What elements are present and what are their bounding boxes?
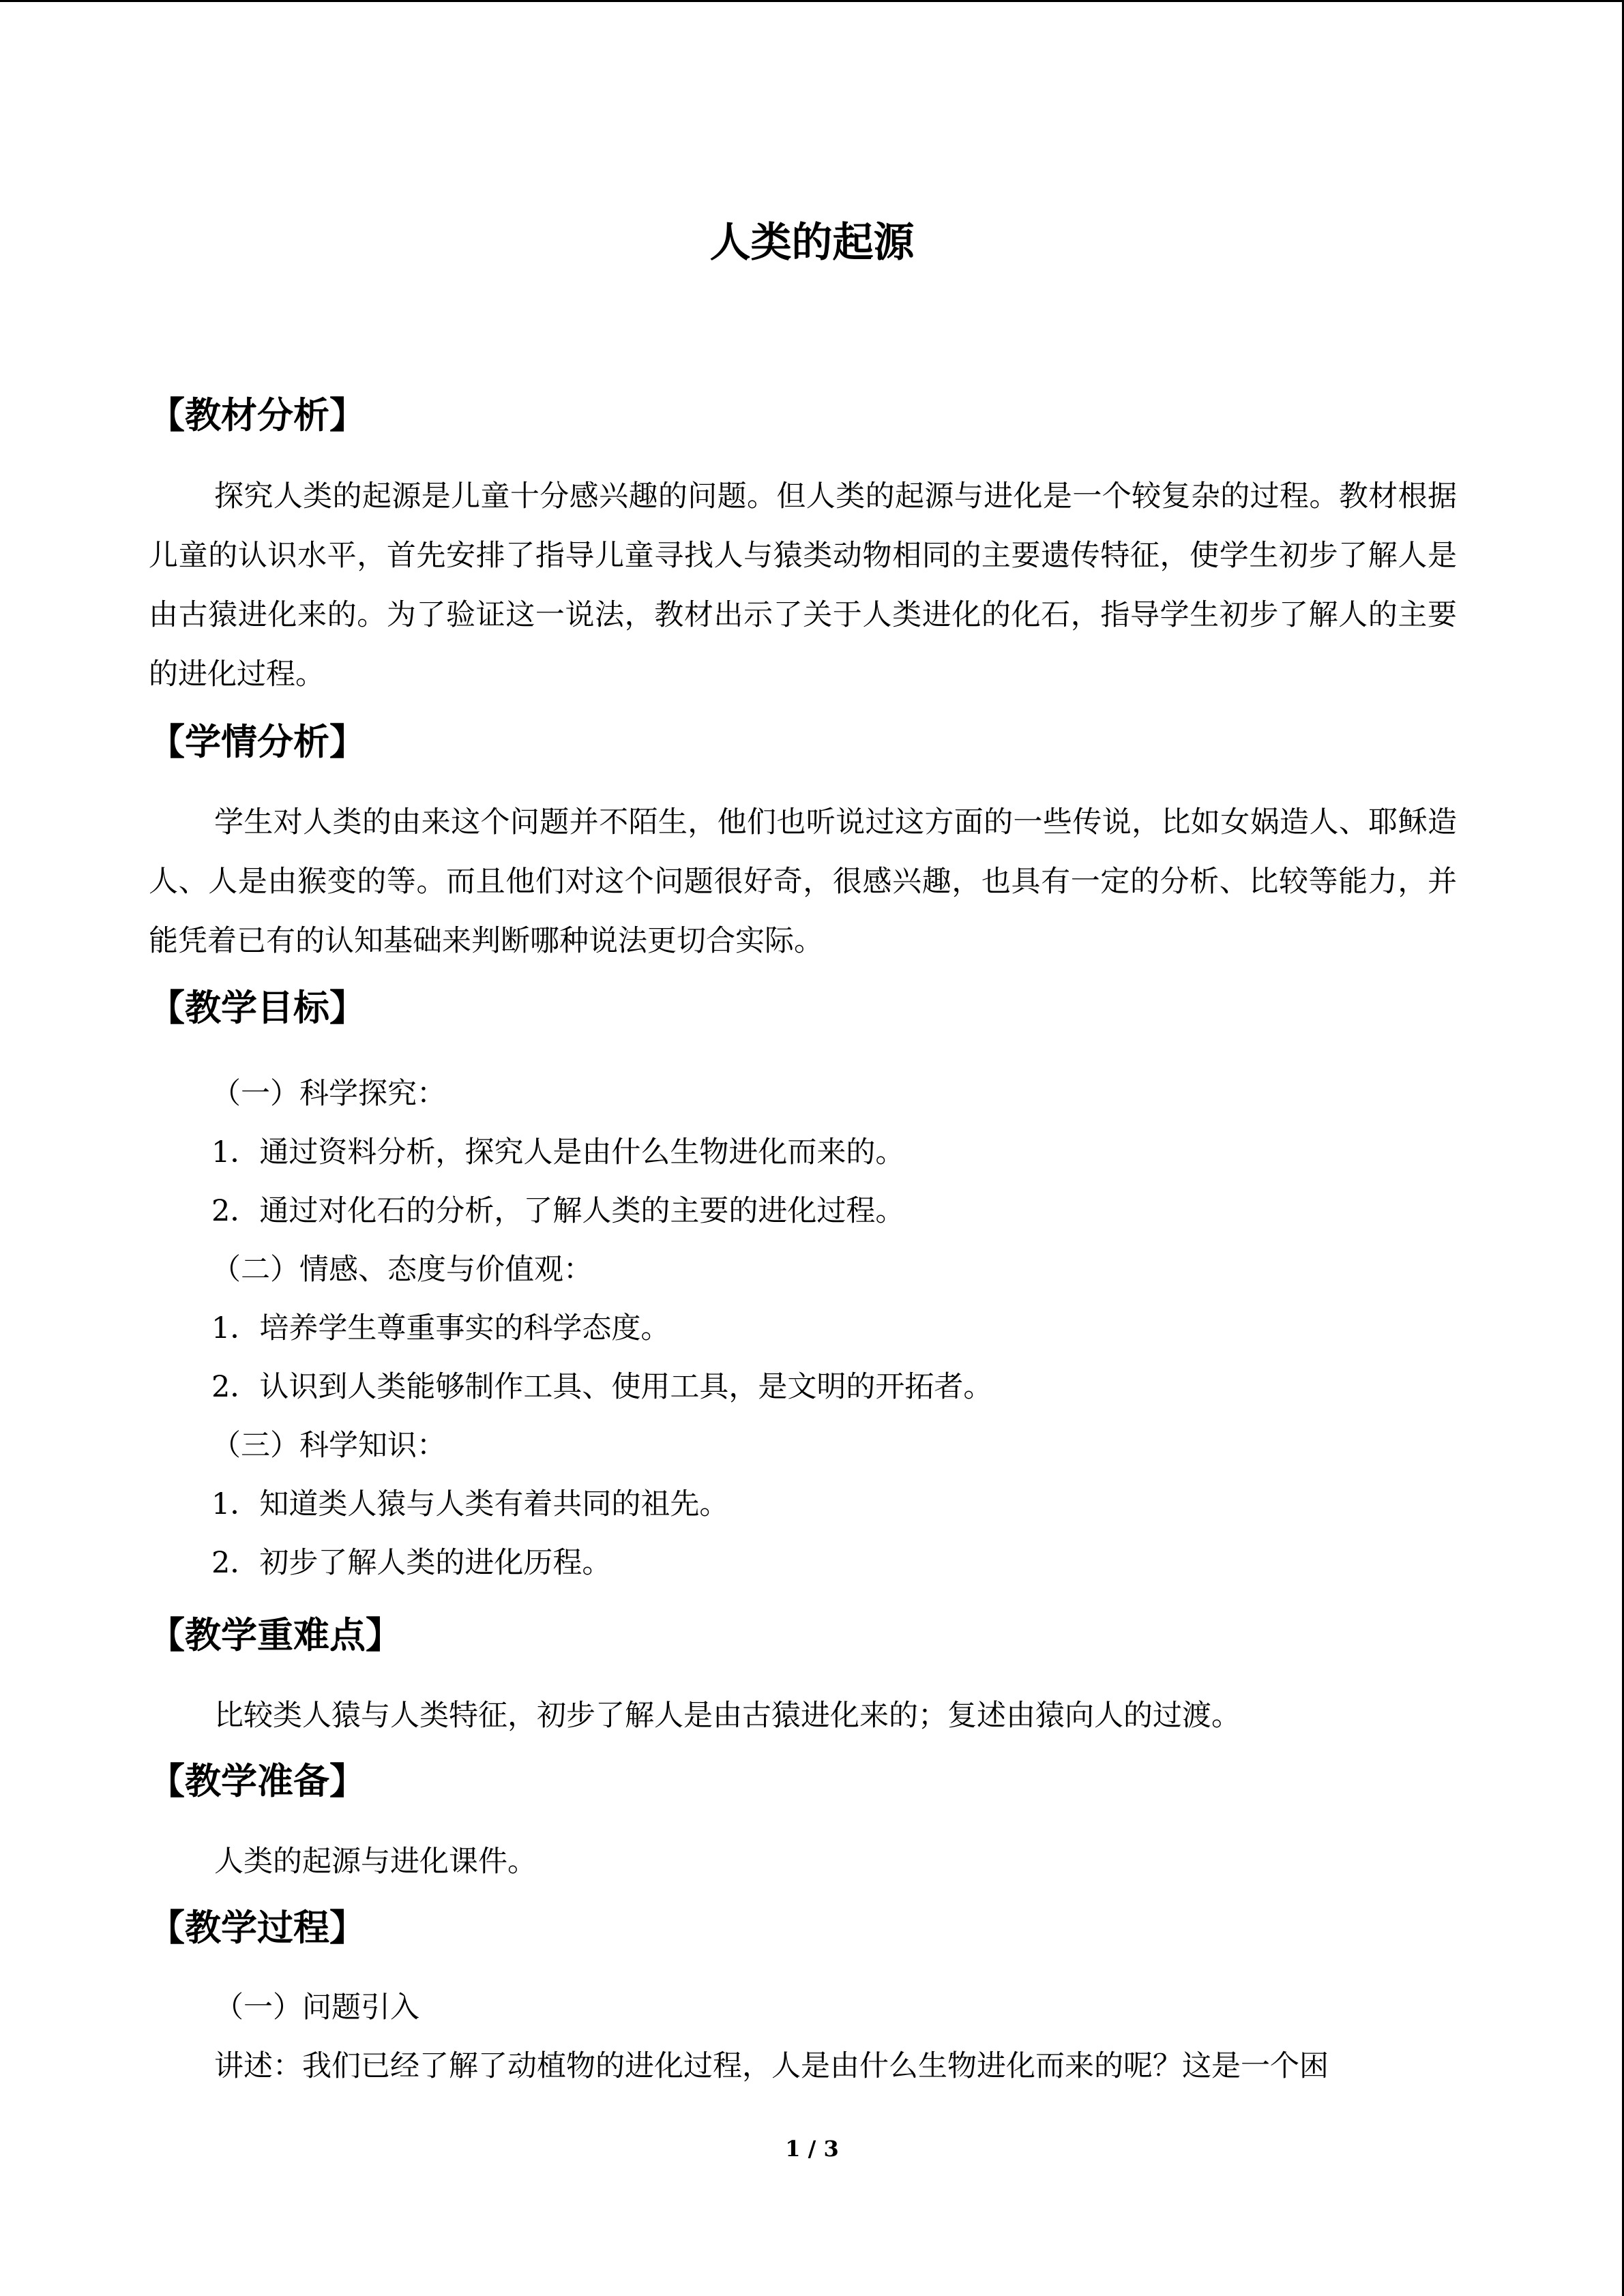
process-line: 讲述：我们已经了解了动植物的进化过程，人是由什么生物进化而来的呢？这是一个困 [214,2049,1329,2083]
heading-key-points: 【教学重难点】 [149,1615,402,1656]
heading-teaching-goals: 【教学目标】 [149,987,366,1029]
paragraph-key-points: 比较类人猿与人类特征，初步了解人是由古猿进化来的；复述由猿向人的过渡。 [214,1699,1241,1733]
goal-line: （二）情感、态度与价值观： [211,1253,593,1287]
page-number: 1 / 3 [785,2136,839,2162]
document-title: 人类的起源 [709,219,915,267]
goal-line: 2．初步了解人类的进化历程。 [211,1546,612,1580]
paragraph-student-analysis: 学生对人类的由来这个问题并不陌生，他们也听说过这方面的一些传说，比如女娲造人、耶稣造人、人是由猴变的等。而且他们对这个问题很好奇，很感兴趣，也具有一定的分析、比较等能力，并能凭着已有的认知基础来判断哪种说法更切合实际。 [149,805,1457,958]
goal-line: 2．通过对化石的分析，了解人类的主要的进化过程。 [211,1194,905,1228]
goal-line: 1．通过资料分析，探究人是由什么生物进化而来的。 [211,1135,905,1169]
goal-line: 1．知道类人猿与人类有着共同的祖先。 [211,1487,729,1521]
process-line: （一）问题引入 [214,1991,419,2025]
heading-preparation: 【教学准备】 [149,1761,366,1802]
paragraph-textbook-analysis: 探究人类的起源是儿童十分感兴趣的问题。但人类的起源与进化是一个较复杂的过程。教材根据儿童的认识水平，首先安排了指导儿童寻找人与猿类动物相同的主要遗传特征，使学生初步了解人是由古猿进化来的。为了验证这一说法，教材出示了关于人类进化的化石，指导学生初步了解人的主要的进化过程。 [149,479,1457,691]
goal-line: 2．认识到人类能够制作工具、使用工具，是文明的开拓者。 [211,1370,993,1404]
heading-teaching-process: 【教学过程】 [149,1907,366,1949]
goal-line: （一）科学探究： [211,1077,446,1111]
goal-line: （三）科学知识： [211,1429,446,1463]
goal-line: 1．培养学生尊重事实的科学态度。 [211,1311,670,1345]
heading-student-analysis: 【学情分析】 [149,721,366,763]
heading-textbook-analysis: 【教材分析】 [149,395,366,436]
paragraph-preparation: 人类的起源与进化课件。 [214,1845,537,1879]
